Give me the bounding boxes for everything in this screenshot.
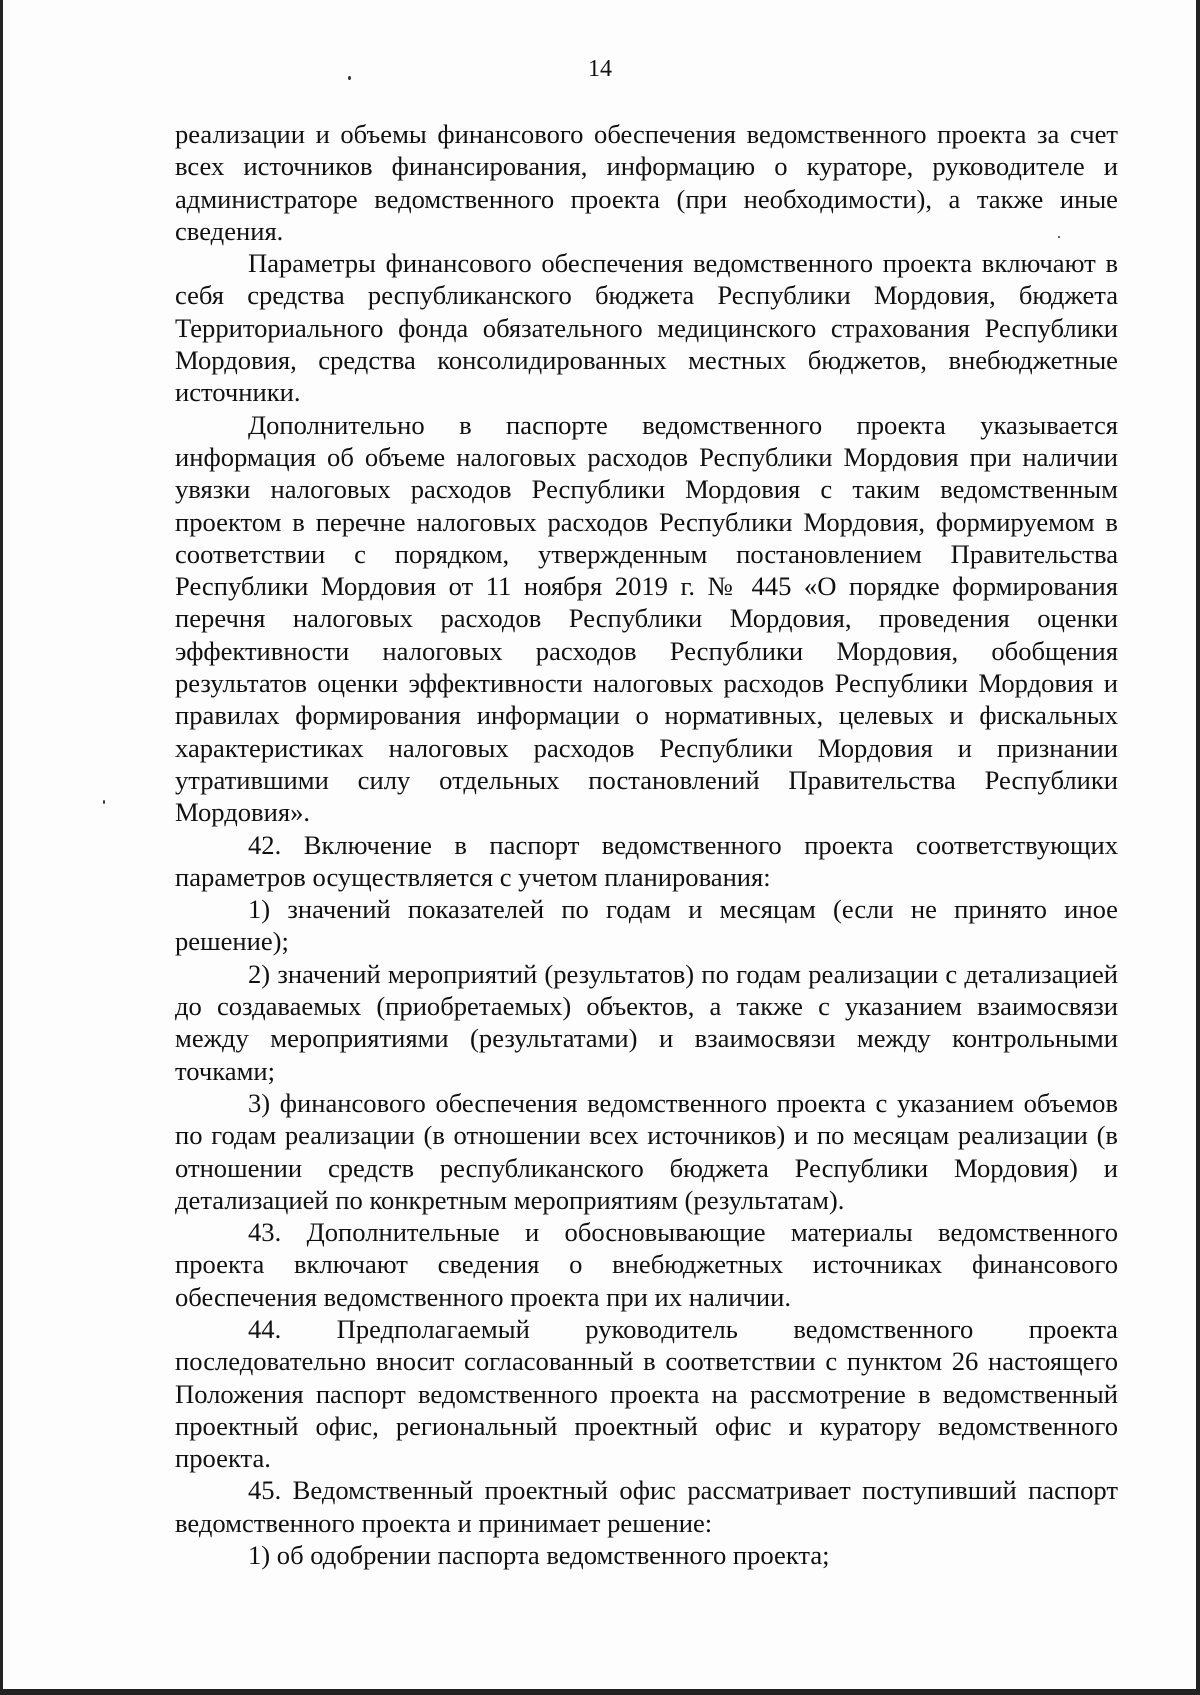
paragraph: Параметры финансового обеспечения ведомственного проекта включают в себя средства республиканского бюджета Республики Мордовия, бюджета Территориального фонда обязательного медицинского страхования Республики Мордовия, средства консолидированных местных бюджетов, внебюджетные источники. xyxy=(175,248,1118,408)
scan-border-right xyxy=(1196,0,1200,1695)
scan-border-left xyxy=(0,0,3,1695)
paragraph: 44. Предполагаемый руководитель ведомственного проекта последовательно вносит согласованный в соответствии с пунктом 26 настоящего Положения паспорт ведомственного проекта на рассмотрение в ведомственный проектный офис, региональный проектный офис и куратору ведомственного проекта. xyxy=(175,1313,1118,1474)
scan-border-bottom xyxy=(0,1689,1200,1695)
list-item: 3) финансового обеспечения ведомственного проекта с указанием объемов по годам реализации (в отношении всех источников) и по месяцам реализации (в отношении средств республиканского бюджета Республики Мордовия) и детализацией по конкретным мероприятиям (результатам). xyxy=(175,1087,1118,1215)
paragraph: 42. Включение в паспорт ведомственного проекта соответствующих параметров осуществляется с учетом планирования: xyxy=(175,829,1118,892)
list-item: 2) значений мероприятий (результатов) по годам реализации с детализацией до создаваемых (приобретаемых) объектов, а также с указанием взаимосвязи между мероприятиями (результатами) и взаимосвязи между контрольными точками; xyxy=(175,958,1118,1086)
list-item: 1) об одобрении паспорта ведомственного проекта; xyxy=(248,1540,830,1571)
scan-speck xyxy=(103,800,105,804)
paragraph: Дополнительно в паспорте ведомственного проекта указывается информация об объеме налоговых расходов Республики Мордовия при наличии увязки налоговых расходов Республики Мордовия с таким ведомственным проектом в перечне налоговых расходов Республики Мордовия, формируемом в соответствии с порядком, утвержденным постановлением Правительства Республики Мордовия от 11 ноября 2019 г. № 445 «О порядке формирования перечня налоговых расходов Республики Мордовия, проведения оценки эффективности налоговых расходов Республики Мордовия, обобщения результатов оценки эффективности налоговых расходов Республики Мордовия и правилах формирования информации о нормативных, целевых и фискальных характеристиках налоговых расходов Республики Мордовия и признании утратившими силу отдельных постановлений Правительства Республики Мордовия». xyxy=(175,409,1118,828)
paragraph: реализации и объемы финансового обеспечения ведомственного проекта за счет всех источников финансирования, информацию о кураторе, руководителе и администраторе ведомственного проекта (при необходимости), а также иные сведения. xyxy=(175,119,1118,246)
list-item: 1) значений показателей по годам и месяцам (если не принято иное решение); xyxy=(175,894,1118,957)
page-number: 14 xyxy=(588,56,612,82)
paragraph: 45. Ведомственный проектный офис рассматривает поступивший паспорт ведомственного проекта и принимает решение: xyxy=(175,1475,1118,1538)
paragraph: 43. Дополнительные и обосновывающие материалы ведомственного проекта включают сведения о внебюджетных источниках финансового обеспечения ведомственного проекта при их наличии. xyxy=(175,1217,1118,1312)
document-body xyxy=(175,118,1118,1571)
